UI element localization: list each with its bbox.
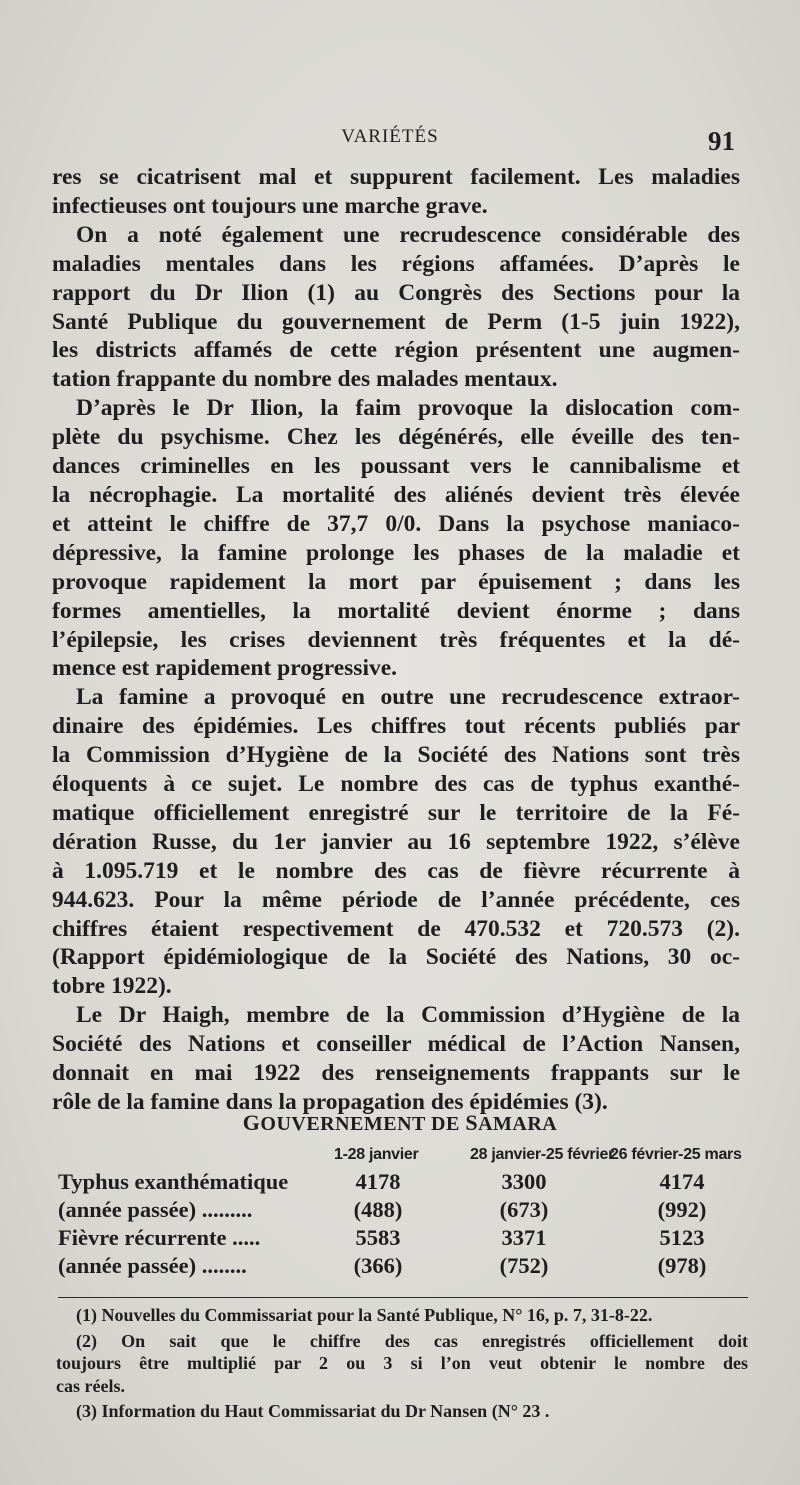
column-header-1: 1-28 janvier <box>334 1146 419 1163</box>
text-line: infectieuses ont toujours une marche grave. <box>52 192 488 219</box>
row-label: Fièvre récurrente ..... <box>58 1225 261 1250</box>
text-line: éloquents à ce sujet. Le nombre des cas de typhus exanthé- <box>52 771 740 798</box>
text-line: l’épilepsie, les crises deviennent très fréquentes et la dé- <box>52 626 740 653</box>
cell: (366) <box>353 1253 403 1278</box>
text-line: res se cicatrisent mal et suppurent facilement. Les maladies <box>52 164 740 190</box>
text-line: Santé Publique du gouvernement de Perm (1-5 juin 1922), <box>52 308 740 335</box>
cell: 4178 <box>355 1169 401 1194</box>
text-line: rôle de la famine dans la propagation des épidémies (3). <box>52 1089 608 1115</box>
text-line: dération Russe, du 1er janvier au 16 septembre 1922, s’élève <box>52 828 740 855</box>
cell: 5123 <box>659 1225 705 1250</box>
cell: (978) <box>657 1253 707 1278</box>
cell: 5583 <box>355 1225 401 1250</box>
text-line: la nécrophagie. La mortalité des aliénés devient très élevée <box>52 481 740 508</box>
cell: 4174 <box>659 1169 705 1194</box>
footnote-line: (1) Nouvelles du Commissariat pour la Santé Publique, N° 16, p. 7, 31-8-22. <box>76 1305 653 1325</box>
cell: (488) <box>353 1197 403 1222</box>
table-row <box>58 1197 758 1225</box>
text-line: et atteint le chiffre de 37,7 0/0. Dans la psychose maniaco- <box>52 510 740 537</box>
table-title <box>0 1110 800 1136</box>
text-line: tobre 1922). <box>52 973 172 1000</box>
row-label: (année passée) ......... <box>58 1197 253 1222</box>
page-header <box>0 120 800 160</box>
text-line: dances criminelles en les poussant vers le cannibalisme et <box>52 453 740 480</box>
text-line: à 1.095.719 et le nombre des cas de fièvre récurrente à <box>52 857 740 884</box>
text-line: dépressive, la famine prolonge les phases de la maladie et <box>52 539 740 566</box>
text-line: 944.623. Pour la même période de l’année précédente, ces <box>52 886 740 913</box>
text-line: provoque rapidement la mort par épuisement ; dans les <box>52 568 740 595</box>
text-line: D’après le Dr Ilion, la faim provoque la dislocation com- <box>76 395 740 422</box>
footnotes <box>56 1304 748 1423</box>
footnote-line: (2) On sait que le chiffre des cas enregistrés officiellement doit <box>76 1330 748 1351</box>
text-line: dinaire des épidémies. Les chiffres tout récents publiés par <box>52 713 740 740</box>
column-header-2: 28 janvier-25 février <box>470 1146 615 1163</box>
text-line: plète du psychisme. Chez les dégénérés, elle éveille des ten- <box>52 424 740 451</box>
text-line: mence est rapidement progressive. <box>52 655 398 682</box>
table-row <box>58 1253 758 1281</box>
row-label: (année passée) ........ <box>58 1253 247 1278</box>
text-line: Le Dr Haigh, membre de la Commission d’Hygiène de la <box>76 1002 740 1029</box>
table-title-part-2: AMARA <box>478 1113 558 1135</box>
footnote-line: cas réels. <box>56 1375 125 1396</box>
text-line: donnait en mai 1922 des renseignements frappants sur le <box>52 1060 740 1087</box>
running-title: VARIÉTÉS <box>341 126 439 147</box>
text-line: formes amentielles, la mortalité devient énorme ; dans <box>52 597 740 624</box>
column-header-3: 26 février-25 mars <box>610 1146 742 1163</box>
row-label: Typhus exanthématique <box>58 1169 289 1194</box>
cell: (673) <box>499 1197 549 1222</box>
cell: 3371 <box>501 1225 547 1250</box>
cell: (752) <box>499 1253 549 1278</box>
footnote-line: (3) Information du Haut Commissariat du Dr Nansen (N° 23 . <box>76 1401 550 1421</box>
text-line: (Rapport épidémiologique de la Société des Nations, 30 oc- <box>52 944 740 971</box>
text-line: rapport du Dr Ilion (1) au Congrès des Sections pour la <box>52 279 740 306</box>
table-row <box>58 1225 758 1253</box>
page-number: 91 <box>708 126 735 156</box>
cell: 3300 <box>501 1169 547 1194</box>
footnote-line: toujours être multiplié par 2 ou 3 si l’on veut obtenir le nombre des <box>56 1353 748 1373</box>
text-line: maladies mentales dans les régions affamées. D’après le <box>52 250 740 277</box>
text-line: matique officiellement enregistré sur le territoire de la Fé- <box>52 799 740 826</box>
text-line: Société des Nations et conseiller médical de l’Action Nansen, <box>52 1031 740 1058</box>
text-line: On a noté également une recrudescence considérable des <box>76 221 740 248</box>
footnote-separator <box>58 1297 748 1298</box>
text-line: la Commission d’Hygiène de la Société des Nations sont très <box>52 742 740 769</box>
text-line: tation frappante du nombre des malades mentaux. <box>52 366 558 393</box>
table-title-initial-g: G <box>242 1110 261 1135</box>
text-line: chiffres étaient respectivement de 470.532 et 720.573 (2). <box>52 915 740 942</box>
table-row <box>58 1169 758 1197</box>
text-line: les districts affamés de cette région présentent une augmen- <box>52 337 740 364</box>
table-title-initial-s: S <box>465 1110 479 1135</box>
text-line: La famine a provoqué en outre une recrudescence extraor- <box>76 684 740 711</box>
table-title-part-1: OUVERNEMENT DE <box>260 1113 466 1135</box>
cell: (992) <box>657 1197 707 1222</box>
body-text <box>52 163 740 1117</box>
